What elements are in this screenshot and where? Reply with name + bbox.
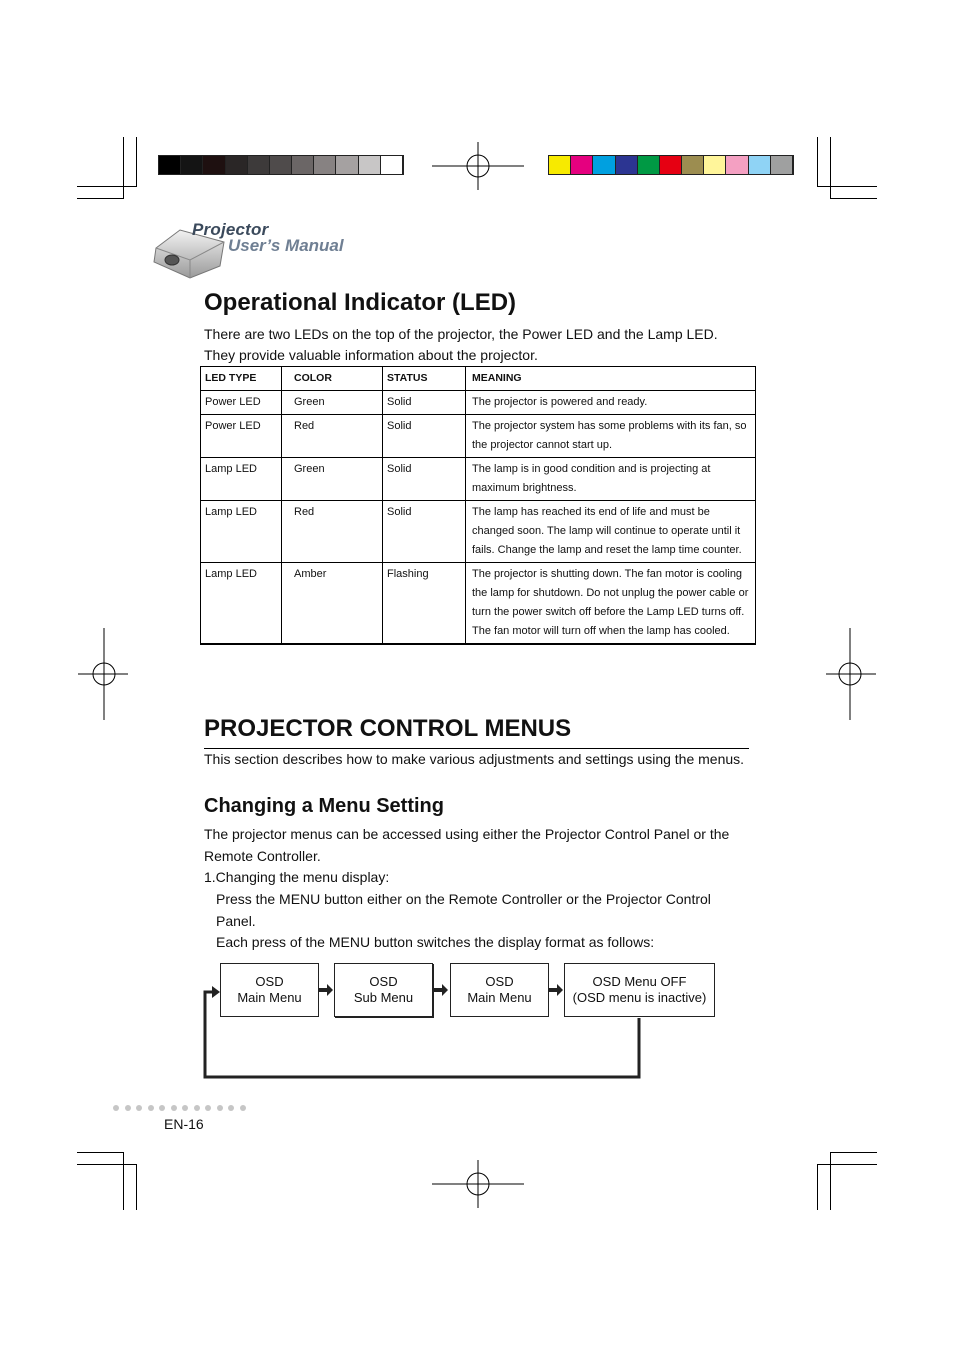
flow-box-line1: OSD	[255, 974, 284, 989]
menu-setting-subtitle: Changing a Menu Setting	[204, 795, 444, 817]
table-header-row	[201, 367, 756, 391]
crop-mark	[77, 198, 124, 199]
color-swatch	[336, 156, 358, 174]
crop-mark	[830, 1152, 831, 1210]
color-swatch	[226, 156, 248, 174]
header-meaning: MEANING	[466, 367, 756, 391]
header-status: STATUS	[383, 367, 466, 391]
cell-led-type: Lamp LED	[201, 563, 282, 645]
menu-step1: 1.Changing the menu display:	[204, 869, 390, 885]
crop-mark	[77, 1164, 137, 1165]
cell-meaning: The projector system has some problems with its fan, so the projector cannot start up.	[466, 415, 756, 458]
process-color-bar	[548, 155, 794, 175]
crop-mark	[817, 186, 877, 187]
flow-box-line1: OSD	[369, 974, 398, 989]
cell-led-type: Lamp LED	[201, 458, 282, 501]
menus-section-title: PROJECTOR CONTROL MENUS	[204, 715, 572, 742]
dot	[228, 1105, 234, 1111]
color-swatch	[359, 156, 381, 174]
menus-intro: This section describes how to make various adjustments and settings using the menus.	[204, 751, 745, 767]
led-intro-line1: There are two LEDs on the top of the projector, the Power LED and the Lamp LED.	[204, 326, 718, 342]
crop-mark	[77, 1152, 124, 1153]
logo-line-1: Projector	[192, 220, 269, 239]
cell-status: Solid	[383, 501, 466, 563]
flow-box-line2: Sub Menu	[353, 990, 414, 1005]
cell-color: Red	[282, 501, 383, 563]
color-swatch	[248, 156, 270, 174]
cell-color: Green	[282, 391, 383, 415]
color-swatch	[292, 156, 314, 174]
color-swatch	[381, 156, 403, 174]
cell-meaning: The projector is powered and ready.	[466, 391, 756, 415]
color-swatch	[704, 156, 726, 174]
header-color: COLOR	[282, 367, 383, 391]
menu-para-line1: The projector menus can be accessed using either the Projector Control Panel or the	[204, 826, 730, 842]
dot	[171, 1105, 177, 1111]
menu-step1-a1: Press the MENU button either on the Remote Controller or the Projector Control	[216, 891, 711, 907]
color-swatch	[616, 156, 638, 174]
grayscale-color-bar	[158, 155, 404, 175]
crop-mark	[817, 137, 818, 187]
crop-mark	[817, 1164, 818, 1210]
flow-box-line1: OSD Menu OFF	[592, 974, 687, 989]
cell-status: Solid	[383, 415, 466, 458]
dot	[205, 1105, 211, 1111]
cell-led-type: Power LED	[201, 391, 282, 415]
menu-step1-a2: Panel.	[216, 913, 256, 929]
dot	[136, 1105, 142, 1111]
color-swatch	[682, 156, 704, 174]
page-number: EN-16	[164, 1116, 204, 1132]
registration-mark-right	[826, 628, 876, 720]
crop-mark	[817, 1164, 877, 1165]
dot	[159, 1105, 165, 1111]
cell-color: Green	[282, 458, 383, 501]
led-intro-line2: They provide valuable information about the projector.	[204, 347, 538, 363]
color-swatch	[270, 156, 292, 174]
dot	[125, 1105, 131, 1111]
color-swatch	[660, 156, 682, 174]
header-led-type: LED TYPE	[201, 367, 282, 391]
color-swatch	[181, 156, 203, 174]
led-table	[200, 366, 756, 645]
cell-led-type: Lamp LED	[201, 501, 282, 563]
color-swatch	[549, 156, 571, 174]
led-section-title: Operational Indicator (LED)	[204, 289, 517, 316]
crop-mark	[830, 137, 831, 199]
flow-box-line2: Main Menu	[467, 990, 532, 1005]
dot	[240, 1105, 246, 1111]
loop-back-connector	[200, 980, 645, 1082]
crop-mark	[830, 1152, 877, 1153]
cell-meaning: The lamp has reached its end of life and must be changed soon. The lamp will continue to operate until it fails. Change the lamp and reset the lamp time counter.	[466, 501, 756, 563]
flow-box-line2: (OSD menu is inactive)	[572, 990, 707, 1005]
cell-color: Red	[282, 415, 383, 458]
color-swatch	[571, 156, 593, 174]
color-swatch	[726, 156, 748, 174]
menu-step1-b: Each press of the MENU button switches the display format as follows:	[216, 934, 655, 950]
dot	[113, 1105, 119, 1111]
cell-meaning: The lamp is in good condition and is projecting at maximum brightness.	[466, 458, 756, 501]
table-row	[201, 391, 756, 415]
registration-mark-bottom	[432, 1160, 524, 1208]
cell-status: Solid	[383, 391, 466, 415]
cell-status: Flashing	[383, 563, 466, 645]
table-row	[201, 415, 756, 458]
logo-line-2: User’s Manual	[228, 236, 344, 255]
dot	[182, 1105, 188, 1111]
flow-box-line2: Main Menu	[237, 990, 302, 1005]
cell-meaning: The projector is shutting down. The fan motor is cooling the lamp for shutdown. Do not unplug the power cable or turn the power switch off before the Lamp LED turns off. The fan motor will turn off when the lamp has cooled.	[466, 563, 756, 645]
registration-mark-left	[78, 628, 128, 720]
table-row	[201, 458, 756, 501]
table-row	[201, 563, 756, 645]
footer-dots	[113, 1105, 251, 1111]
crop-mark	[136, 137, 137, 187]
crop-mark	[136, 1164, 137, 1210]
crop-mark	[830, 198, 877, 199]
cell-led-type: Power LED	[201, 415, 282, 458]
color-swatch	[203, 156, 225, 174]
color-swatch	[638, 156, 660, 174]
crop-mark	[123, 137, 124, 199]
menu-para-line2: Remote Controller.	[204, 848, 321, 864]
registration-mark-top	[432, 142, 524, 190]
cell-color: Amber	[282, 563, 383, 645]
color-swatch	[771, 156, 793, 174]
manual-logo	[150, 218, 390, 280]
cell-status: Solid	[383, 458, 466, 501]
dot	[148, 1105, 154, 1111]
color-swatch	[749, 156, 771, 174]
flow-box-line1: OSD	[485, 974, 514, 989]
crop-mark	[77, 186, 137, 187]
color-swatch	[314, 156, 336, 174]
dot	[217, 1105, 223, 1111]
color-swatch	[593, 156, 615, 174]
table-row	[201, 501, 756, 563]
color-swatch	[159, 156, 181, 174]
crop-mark	[123, 1152, 124, 1210]
dot	[194, 1105, 200, 1111]
